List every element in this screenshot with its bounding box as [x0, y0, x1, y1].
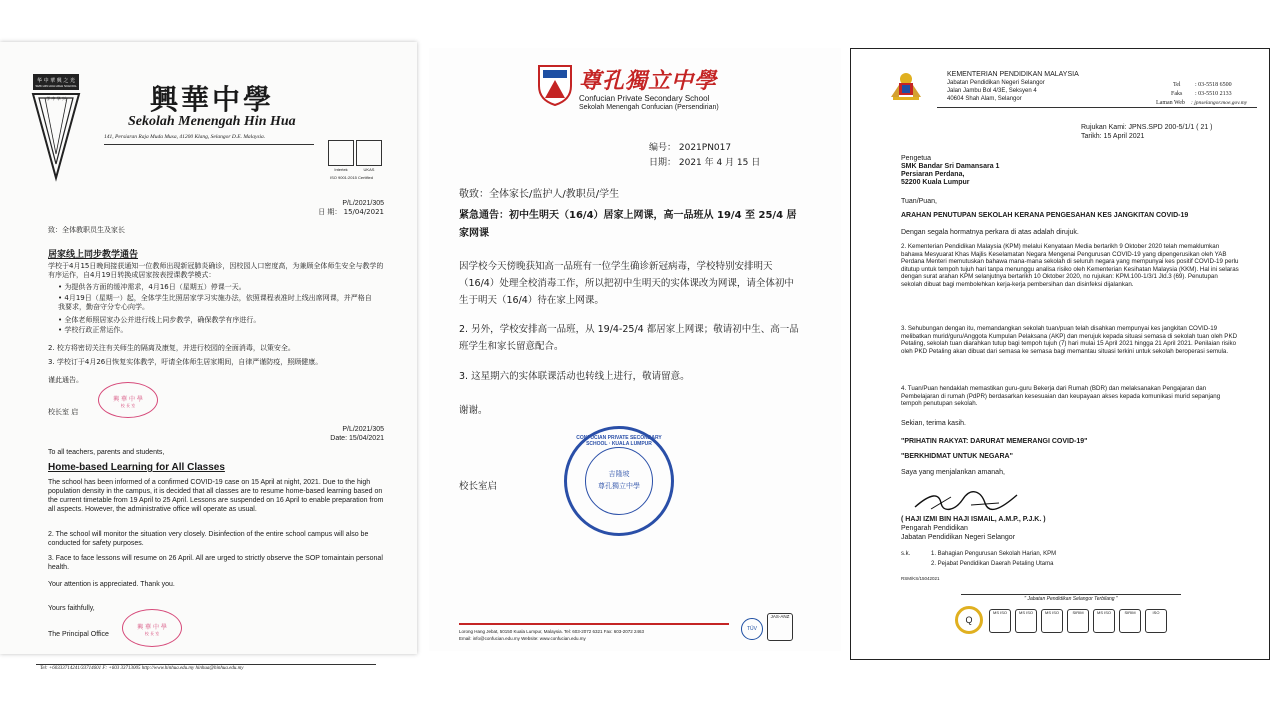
bullet3-cn: • 全体老师照居家办公并进行线上同步教学，确保教学有序进行。	[58, 316, 261, 324]
footer-address: Lorong Hang Jebat, 50150 Kuala Lumpur, Malaysia. Tel: 603-2072 6321 Fax: 603-2072 2463	[459, 629, 645, 634]
para2: 2. Kementerian Pendidikan Malaysia (KPM) melalui Kenyataan Media bertarikh 9 Oktober 2020 telah memaklumkan bahawa Mesyuarat Khas Majlis Keselamatan Negara Mengenai Pengurusan COVID-19 yang dipengerusikan oleh YAB Perdana Menteri memutuskan bahawa mana-mana sekolah di seluruh negara yang mempunyai kes positif COVID-19 perlu ditutup untuk tempoh tujuh hari tanpa menunggu analisa risiko oleh Kementerian Kesihatan Malaysia (KKM). Hal ini selaras dengan surat arahan KPM selanjutnya bertarikh 10 Oktober 2020, no rujukan: KPM.100-1/3/1 Jld.3 (69). Penutupan sekolah dibuat bagi membolehkan kerja-kerja pembersihan dan disinfeksi dijalankan.	[901, 243, 1239, 288]
signer-name: ( HAJI IZMI BIN HAJI ISMAIL, A.M.P., P.J.K. )	[901, 516, 1046, 523]
web-value: : jpnselangor.moe.gov.my	[1191, 100, 1248, 106]
tuv-logo: TÜV	[741, 618, 763, 640]
slogan-2: "BERKHIDMAT UNTUK NEGARA"	[901, 453, 1013, 460]
trust-line: Saya yang menjalankan amanah,	[901, 469, 1005, 476]
date-cn: 日 期： 15/04/2021	[318, 208, 384, 216]
signer-role-1: Pengarah Pendidikan	[901, 525, 968, 532]
stamp-text: 興 華 中 學	[113, 396, 143, 403]
school-name-en: Sekolah Menengah Hin Hua	[128, 114, 296, 129]
cert-logo-5: SIRIM	[1067, 609, 1089, 633]
document-hin-hua	[0, 42, 417, 671]
crest-top-text: 华 中 華 興 之 光	[37, 78, 75, 84]
cert-q-logo: Q	[955, 606, 983, 634]
bullet4-cn-text: 学校行政正常运作。	[64, 326, 128, 334]
para2: 2. 另外，学校安排高一品班，从 19/4-25/4 都居家上网课；敬请初中生、高一品班学生和家长留意配合。	[459, 324, 799, 352]
cert-logo-6: MS ISO	[1093, 609, 1115, 633]
principal-stamp-cn	[98, 382, 158, 418]
bullet4-cn: • 学校行政正常运作。	[58, 326, 128, 334]
stamp-subtext: 校 長 室	[120, 403, 136, 408]
ref-en: P/L/2021/305	[342, 426, 384, 433]
thanks: 谢谢。	[459, 405, 488, 416]
signature-icon	[911, 489, 1021, 515]
recipient-2: SMK Bandar Sri Damansara 1	[901, 163, 1000, 170]
bullet3-cn-text: 全体老师照居家办公并进行线上同步教学，确保教学有序进行。	[64, 316, 261, 324]
closing: Sekian, terima kasih.	[901, 420, 966, 427]
intertek-logo	[328, 140, 354, 172]
school-name-en: Confucian Private Secondary School	[579, 94, 710, 103]
address-line-2: 40604 Shah Alam, Selangor	[947, 96, 1022, 102]
tel-value: : 03-5518 6500	[1195, 82, 1232, 88]
cc-label: s.k.	[901, 551, 911, 557]
crest-bottom-text: 学 中 华 兴	[46, 96, 66, 101]
opening: Dengan segala hormatnya perkara di atas adalah dirujuk.	[901, 229, 1079, 236]
date-en: Date: 15/04/2021	[330, 435, 384, 442]
signoff-cn: 校长室 启	[48, 408, 79, 416]
cert-label-intertek: Intertek	[334, 167, 348, 172]
department-name: Jabatan Pendidikan Negeri Selangor	[947, 80, 1045, 86]
ministry-name: KEMENTERIAN PENDIDIKAN MALAYSIA	[947, 71, 1079, 78]
principal-office-sign: 校长室启	[459, 481, 498, 492]
cert-logo-8: ISO	[1145, 609, 1167, 633]
title-en: Home-based Learning for All Classes	[48, 462, 225, 473]
recipient-1: Pengetua	[901, 155, 931, 162]
bullet1-cn: • 为提供各方面的缓冲需求，4月16日（星期五）停课一天。	[58, 283, 246, 291]
para3: 3. Sehubungan dengan itu, memandangkan sekolah tuan/puan telah disahkan mempunyai kes jangkitan COVID-19 melibatkan murid/guru/Anggota Kumpulan Pelaksana (AKP) dan merujuk kepada situasi semasa di sekolah tuan oleh PKD Petaling, sekolah tuan diarahkan tutup bagi tempoh tujuh (7) hari mulai 15 April 2021 hingga 21 April 2021. Penilaian risiko oleh PKD Petaling akan dibuat dari semasa ke semasa bagi memantau situasi terkini untuk sekolah beroperasi semula.	[901, 325, 1238, 355]
school-address: 141, Persiaran Raja Muda Musa, 41200 Klang, Selangor D.E. Malaysia.	[104, 134, 266, 140]
address-underline	[104, 144, 314, 145]
reference: Rujukan Kami: JPNS.SPD 200-5/1/1 ( 21 )	[1081, 124, 1213, 131]
recipient-3: Persiaran Perdana,	[901, 171, 965, 178]
malaysia-coat-of-arms	[887, 71, 925, 101]
para2-cn: 2. 校方将密切关注有关师生的隔离及康复，并进行校园的全面消毒，以策安全。	[48, 344, 295, 352]
bullet2-cn-text: 4月19日（星期一）起，全体学生比照居家学习实施办法，依照课程表准时上线出席网课，并严格自我要求，勤奋守分专心向学。	[58, 294, 372, 311]
date: 日期： 2021 年 4 月 15 日	[649, 158, 761, 168]
bullet1-cn-text: 为提供各方面的缓冲需求，4月16日（星期五）停课一天。	[64, 283, 246, 291]
ref-cn: P/L/2021/305	[342, 200, 384, 207]
principal-stamp-en	[122, 609, 182, 647]
cert-logo-4: MS ISO	[1041, 609, 1063, 633]
ukas-logo	[356, 140, 382, 172]
para2-en: 2. The school will monitor the situation very closely. Disinfection of the entire school campus will also be conducted for safety purposes.	[48, 531, 369, 547]
crest-icon	[33, 74, 79, 180]
letter-date: Tarikh: 15 April 2021	[1081, 133, 1145, 140]
seal-inner-1: 吉隆坡	[608, 470, 630, 478]
stamp2-text: 興 華 中 學	[137, 624, 167, 631]
para3-en: 3. Face to face lessons will resume on 26 April. All are urged to strictly observe the SOP tomaintain personal health.	[48, 555, 383, 571]
para1-cn: 学校于4月15日晚间接获通知一位教师出现新冠肺炎确诊，因校园人口密度高，为兼顾全体师生安全与教学的有序运作，自4月19日转换成居家按表授课教学模式：	[48, 262, 384, 279]
addressee: 敬致：全体家长/监护人/教职员/学生	[459, 189, 620, 200]
para3: 3. 这星期六的实体联课活动也转线上进行，敬请留意。	[459, 371, 690, 382]
appreciation: Your attention is appreciated. Thank you.	[48, 581, 175, 588]
shield-crest-icon	[537, 64, 573, 106]
footer-contact: Email: info@confucian.edu.my Website: www.confucian.edu.my	[459, 636, 586, 641]
cert-label-ukas: UKAS	[363, 167, 375, 172]
stamp2-subtext: 校 長 室	[144, 631, 160, 636]
cc-2: 2. Pejabat Pendidikan Daerah Petaling Utama	[931, 561, 1054, 567]
signer-role-2: Jabatan Pendidikan Negeri Selangor	[901, 534, 1016, 541]
cert-logo-2: MS ISO	[989, 609, 1011, 633]
para3-cn: 3. 学校订于4月26日恢复实体教学，吁请全体师生居家期间，自律严谨防疫，照顾健康。	[48, 358, 323, 366]
bullet2-cn: • 4月19日（星期一）起，全体学生比照居家学习实施办法，依照课程表准时上线出席网课，并严格自我要求，勤奋守分专心向学。	[58, 294, 372, 311]
school-seal	[564, 426, 674, 536]
footer-slogan: " Jabatan Pendidikan Selangor Terbilang "	[1024, 596, 1118, 602]
para1-en: The school has been informed of a confirmed COVID-19 case on 15 April at night, 2021. Due to the high population density in the campus, it is decided that all classes are to resume home-based learning based on the current timetable from 19 April to 25 April. Lessons are suspended on 16 April to enable preparation from all aspects. However, the administrative office will operate as usual.	[48, 479, 384, 513]
school-name-ms: Sekolah Menengah Confucian (Persendirian)	[579, 104, 719, 111]
document-code: RSM/KS/15042021	[901, 576, 940, 581]
coat-of-arms-icon	[887, 71, 925, 101]
para1: 因学校今天傍晚获知高一品班有一位学生确诊新冠病毒，学校特别安排明天（16/4）处理全校消毒工作，所以把初中生明天的实体课改为网课，请全体初中生于明天（16/4）待在家上网课。	[459, 261, 794, 306]
tel-label: Tel	[1173, 82, 1181, 88]
para4: 4. Tuan/Puan hendaklah memastikan guru-guru Bekerja dari Rumah (BDR) dan melaksanakan Pengajaran dan Pembelajaran di rumah (PdPR) berdasarkan kesesuaian dan keupayaan akses kepada komunikasi murid sepanjang tempoh penutupan sekolah.	[901, 385, 1221, 408]
header-rule	[937, 107, 1257, 108]
principal-office: The Principal Office	[48, 631, 109, 638]
notice-cn: 谨此通告。	[48, 376, 83, 384]
fax-value: : 03-5510 2133	[1195, 91, 1232, 97]
school-name-cn: 尊孔獨立中學	[579, 69, 718, 94]
footer-rule	[459, 623, 729, 625]
seal-ring-text: CONFUCIAN PRIVATE SECONDARY SCHOOL · KUALA LUMPUR	[576, 435, 662, 447]
confucian-crest	[537, 64, 573, 106]
recipient-4: 52200 Kuala Lumpur	[901, 179, 970, 186]
address-line-1: Jalan Jambu Bol 4/3E, Seksyen 4	[947, 88, 1037, 94]
letter-title: ARAHAN PENUTUPAN SEKOLAH KERANA PENGESAHAN KES JANGKITAN COVID-19	[901, 212, 1189, 219]
slogan-1: "PRIHATIN RAKYAT: DARURAT MEMERANGI COVID-19"	[901, 438, 1088, 445]
ref-number: 编号： 2021PN017	[649, 143, 732, 153]
school-name-cn: 興華中學	[150, 83, 275, 116]
urgent-title: 紧急通告：初中生明天（16/4）居家上网课，高一品班从 19/4 至 25/4 居家网课	[459, 210, 797, 239]
cert-logo-3: MS ISO	[1015, 609, 1037, 633]
document-confucian	[429, 48, 841, 651]
crest-text: SMK HIN HUA HIGH SCHOOL	[35, 84, 77, 88]
document-kpm	[850, 48, 1270, 660]
school-crest	[33, 74, 79, 180]
footer-contacts: Tel: +60333714241/33714601 F: +603 33713005 http://www.hinhua.edu.my hinhua@hinhua.edu.my	[40, 666, 244, 671]
yours-faithfully: Yours faithfully,	[48, 605, 95, 612]
title-cn: 居家线上同步教学通告	[48, 250, 139, 260]
fax-label: Faks	[1171, 91, 1183, 97]
web-label: Laman Web	[1156, 100, 1185, 106]
seal-inner-2: 尊孔獨立中學	[598, 482, 640, 490]
footer-rule	[36, 664, 376, 665]
addressee-en: To all teachers, parents and students,	[48, 449, 165, 456]
cert-logo-7: SIRIM	[1119, 609, 1141, 633]
jas-anz-logo: JAS-ANZ	[767, 613, 793, 641]
cc-1: 1. Bahagian Pengurusan Sekolah Harian, KPM	[931, 551, 1057, 557]
salutation: Tuan/Puan,	[901, 198, 937, 205]
addressee-cn: 致：全体教职员生及家长	[48, 226, 125, 234]
footer-rule	[961, 594, 1181, 595]
iso-note: ISO 9001:2015 Certified	[330, 175, 373, 180]
handwritten-signature	[911, 489, 1021, 515]
